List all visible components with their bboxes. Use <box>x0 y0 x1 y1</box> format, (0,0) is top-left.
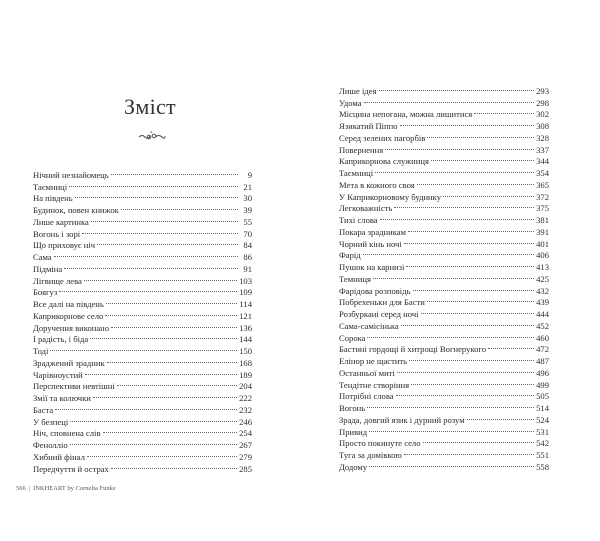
toc-entry-page: 168 <box>239 357 252 368</box>
toc-entry-title: Привид <box>339 426 368 437</box>
page-title: Зміст <box>124 94 176 119</box>
dot-leader <box>111 460 237 472</box>
dot-leader <box>111 166 238 178</box>
toc-entry[interactable] <box>33 284 252 296</box>
dot-leader <box>82 225 238 237</box>
toc-entry-page: 21 <box>243 181 252 192</box>
dot-leader <box>121 201 238 213</box>
toc-entry[interactable] <box>339 94 549 106</box>
dot-leader <box>111 319 237 331</box>
toc-entry-page: 30 <box>243 193 252 204</box>
toc-entry-title: Сорока <box>339 332 366 343</box>
dot-leader <box>363 247 534 259</box>
toc-entry-page: 308 <box>536 121 549 131</box>
toc-entry-title: Побрехеньки для Басти <box>339 297 425 308</box>
dot-leader <box>427 129 534 141</box>
toc-entry-page: 293 <box>536 85 549 96</box>
toc-entry-title: Сама <box>33 252 52 262</box>
toc-entry-title: Каприкорнове село <box>33 310 104 321</box>
toc-entry[interactable] <box>33 260 252 272</box>
toc-entry-page: 246 <box>239 416 252 427</box>
toc-entry-title: Покара зрадникам <box>339 226 406 237</box>
dot-leader <box>411 376 534 388</box>
toc-entry-title: Перспективи невтішні <box>33 381 115 392</box>
toc-entry-title: Серед зелених пагорбів <box>339 132 426 143</box>
dot-leader <box>417 176 534 188</box>
toc-entry-page: 551 <box>536 450 549 460</box>
toc-entry-title: Все далі на південь <box>33 299 104 309</box>
toc-entry-title: Туга за домівкою <box>339 450 402 460</box>
toc-entry[interactable] <box>339 106 549 118</box>
toc-entry-page: 285 <box>239 463 252 474</box>
dot-leader <box>373 270 534 282</box>
toc-entry-title: Додому <box>339 461 368 472</box>
dot-leader <box>404 446 534 458</box>
toc-entry-page: 86 <box>243 252 252 262</box>
toc-entry-title: Баста <box>33 404 54 415</box>
toc-entry-title: Лише картинка <box>33 216 89 227</box>
toc-entry-title: Мета в кожного своя <box>339 179 415 190</box>
dot-leader <box>369 423 534 435</box>
toc-entry[interactable] <box>33 401 252 413</box>
toc-entry-title: Фенолліо <box>33 440 68 450</box>
toc-entry-title: Просто покинуте село <box>339 438 421 449</box>
dot-leader <box>105 307 237 319</box>
dot-leader <box>55 401 237 413</box>
toc-entry-title: Темниця <box>339 273 371 284</box>
toc-entry-page: 524 <box>536 414 549 425</box>
toc-entry-page: 344 <box>536 156 549 167</box>
dot-leader <box>379 82 535 94</box>
toc-entry-page: 267 <box>239 440 252 450</box>
toc-entry-title: Вогонь і зорі <box>33 228 81 239</box>
toc-entry-page: 55 <box>243 216 252 227</box>
dot-leader <box>474 106 534 118</box>
dot-leader <box>404 235 534 247</box>
toc-entry-page: 487 <box>536 356 549 366</box>
toc-entry-title: Удома <box>339 97 362 108</box>
toc-entry[interactable] <box>33 166 252 178</box>
toc-entry-page: 401 <box>536 238 549 249</box>
toc-entry-page: 91 <box>243 263 252 274</box>
toc-entry-page: 432 <box>536 285 549 296</box>
toc-entry-title: Фарідова розповідь <box>339 285 411 296</box>
toc-entry-page: 302 <box>536 109 549 120</box>
folio-page-number: 566 <box>16 485 26 492</box>
toc-entry-title: Лише ідея <box>339 85 377 96</box>
toc-entry-page: 150 <box>239 346 252 356</box>
toc-entry-title: Потрібні слова <box>339 391 394 402</box>
toc-entry-page: 109 <box>239 287 252 298</box>
toc-entry-page: 114 <box>239 299 252 309</box>
toc-entry[interactable] <box>33 342 252 354</box>
dot-leader <box>54 248 238 260</box>
toc-entry-title: Каприкорнова служниця <box>339 156 429 167</box>
toc-entry-page: 452 <box>536 320 549 331</box>
toc-entry-page: 298 <box>536 97 549 108</box>
toc-entry-page: 204 <box>239 381 252 392</box>
toc-entry-title: Змії та колючки <box>33 393 91 403</box>
toc-entry-page: 372 <box>536 191 549 202</box>
toc-entry-page: 558 <box>536 461 549 472</box>
fleuron-ornament-icon <box>138 131 166 141</box>
toc-entry-page: 413 <box>536 262 549 272</box>
toc-entry-title: Розбуркані серед ночі <box>339 309 419 319</box>
dot-leader <box>406 258 534 270</box>
dot-leader <box>87 448 237 460</box>
dot-leader <box>84 272 237 284</box>
toc-entry-title: Сама-самісінька <box>339 320 399 331</box>
toc-entry-page: 232 <box>239 404 252 415</box>
toc-entry[interactable] <box>339 458 549 470</box>
toc-entry-title: Тендітне створіння <box>339 379 410 390</box>
dot-leader <box>394 200 534 212</box>
toc-entry-title: Тоді <box>33 346 49 356</box>
toc-entry-page: 472 <box>536 344 549 355</box>
dot-leader <box>103 425 238 437</box>
toc-entry-page: 254 <box>239 428 252 439</box>
dot-leader <box>369 458 534 470</box>
toc-entry-page: 514 <box>536 403 549 413</box>
toc-entry-page: 121 <box>239 310 252 321</box>
toc-entry-page: 375 <box>536 203 549 214</box>
toc-entry-title: У Каприкорновому будинку <box>339 191 442 202</box>
toc-entry-title: Таємниці <box>339 168 374 178</box>
toc-list-right <box>339 82 549 470</box>
toc-entry-title: Зрада, довгий язик і дурний розум <box>339 414 465 425</box>
toc-entry-title: Чорний кінь ночі <box>339 238 402 249</box>
toc-entry-title: На південь <box>33 193 73 204</box>
toc-entry-title: Вогонь <box>339 403 366 413</box>
toc-entry-page: 328 <box>536 132 549 143</box>
toc-entry[interactable] <box>33 295 252 307</box>
toc-entry[interactable] <box>339 435 549 447</box>
toc-entry-page: 354 <box>536 168 549 178</box>
toc-entry-page: 531 <box>536 426 549 437</box>
dot-leader <box>50 342 237 354</box>
toc-entry-title: Доручення виконано <box>33 322 110 333</box>
right-page <box>300 0 600 541</box>
dot-leader <box>85 366 237 378</box>
dot-leader <box>396 388 535 400</box>
toc-entry-page: 460 <box>536 332 549 343</box>
dot-leader <box>413 282 535 294</box>
dot-leader <box>64 260 238 272</box>
dot-leader <box>70 413 237 425</box>
dot-leader <box>367 329 534 341</box>
dot-leader <box>401 317 534 329</box>
footer-separator: | <box>28 485 31 492</box>
dot-leader <box>91 213 238 225</box>
toc-entry-title: Хибний фінал <box>33 451 85 462</box>
toc-entry-page: 505 <box>536 391 549 402</box>
toc-entry-page: 279 <box>239 451 252 462</box>
toc-entry[interactable] <box>33 272 252 284</box>
toc-entry-page: 103 <box>239 275 252 286</box>
toc-entry-page: 542 <box>536 438 549 449</box>
toc-entry[interactable] <box>339 247 549 259</box>
dot-leader <box>380 211 534 223</box>
toc-entry-title: Елінор не щастить <box>339 356 408 366</box>
dot-leader <box>400 117 535 129</box>
toc-entry-title: Бастині гордощі й хитрощі Вогнерукого <box>339 344 487 355</box>
toc-entry[interactable] <box>33 248 252 260</box>
toc-entry-title: Передчуття й острах <box>33 463 109 474</box>
toc-entry-page: 425 <box>536 273 549 284</box>
toc-entry-title: Ніч, сповнена слів <box>33 428 101 439</box>
dot-leader <box>409 352 534 364</box>
toc-entry-page: 337 <box>536 144 549 155</box>
toc-entry-page: 9 <box>247 169 252 180</box>
toc-entry-page: 189 <box>239 369 252 380</box>
toc-entry-title: Підміна <box>33 263 63 274</box>
dot-leader <box>117 378 237 390</box>
toc-entry[interactable] <box>339 399 549 411</box>
footer-book-title: INKHEART by Cornelia Funke <box>33 485 116 492</box>
toc-entry-title: І радість, і біда <box>33 334 89 345</box>
toc-entry-page: 39 <box>243 205 252 215</box>
dot-leader <box>364 94 535 106</box>
toc-entry-title: Таємниці <box>33 181 68 192</box>
dot-leader <box>93 389 237 401</box>
toc-entry-title: Що приховує ніч <box>33 240 96 251</box>
toc-entry-page: 70 <box>243 228 252 239</box>
toc-entry[interactable] <box>339 423 549 435</box>
toc-entry[interactable] <box>33 354 252 366</box>
dot-leader <box>106 295 238 307</box>
toc-entry-page: 406 <box>536 250 549 261</box>
toc-entry-page: 84 <box>243 240 252 251</box>
toc-entry[interactable] <box>339 341 549 353</box>
toc-entry-title: Зраджений зрадник <box>33 357 105 368</box>
toc-entry-page: 365 <box>536 179 549 190</box>
toc-entry-title: Пушок на карнизі <box>339 262 405 272</box>
toc-entry-page: 391 <box>536 226 549 237</box>
dot-leader <box>107 354 237 366</box>
toc-list-left <box>33 166 252 472</box>
toc-entry-page: 144 <box>239 334 252 345</box>
dot-leader <box>367 399 534 411</box>
dot-leader <box>421 305 535 317</box>
toc-entry-title: Будинок, повен книжок <box>33 205 119 215</box>
dot-leader <box>408 223 534 235</box>
dot-leader <box>427 294 534 306</box>
toc-entry-title: Повернення <box>339 144 384 155</box>
toc-entry-page: 499 <box>536 379 549 390</box>
toc-entry-title: Легковажність <box>339 203 393 214</box>
toc-entry-title: Боягуз <box>33 287 58 298</box>
dot-leader <box>90 331 237 343</box>
toc-entry[interactable] <box>339 82 549 94</box>
running-footer <box>16 485 116 492</box>
toc-entry-title: Тихі слова <box>339 215 378 225</box>
toc-entry[interactable] <box>33 413 252 425</box>
toc-entry-title: Нічний незнайомець <box>33 169 109 180</box>
dot-leader <box>443 188 534 200</box>
dot-leader <box>467 411 534 423</box>
dot-leader <box>385 141 534 153</box>
toc-entry-page: 381 <box>536 215 549 225</box>
toc-entry-title: Чарівноустий <box>33 369 83 380</box>
toc-entry-title: Останньої миті <box>339 367 395 378</box>
dot-leader <box>397 364 534 376</box>
dot-leader <box>488 341 534 353</box>
toc-entry-title: Лігвище лева <box>33 275 82 286</box>
toc-entry[interactable] <box>339 411 549 423</box>
dot-leader <box>69 178 238 190</box>
dot-leader <box>97 237 238 249</box>
toc-entry[interactable] <box>339 329 549 341</box>
toc-entry-page: 439 <box>536 297 549 308</box>
dot-leader <box>431 153 534 165</box>
dot-leader <box>375 164 534 176</box>
toc-entry-page: 136 <box>239 322 252 333</box>
dot-leader <box>423 435 535 447</box>
dot-leader <box>75 190 238 202</box>
dot-leader <box>59 284 237 296</box>
toc-entry-page: 444 <box>536 309 549 319</box>
toc-entry-title: У безпеці <box>33 416 69 427</box>
toc-entry-title: Місцина непогана, можна лишитися <box>339 109 473 120</box>
toc-entry-title: Язикатий Піппо <box>339 121 398 131</box>
toc-entry-title: Фарід <box>339 250 361 261</box>
dot-leader <box>70 436 237 448</box>
toc-entry-page: 222 <box>239 393 252 403</box>
toc-entry-page: 496 <box>536 367 549 378</box>
toc-entry[interactable] <box>339 258 549 270</box>
